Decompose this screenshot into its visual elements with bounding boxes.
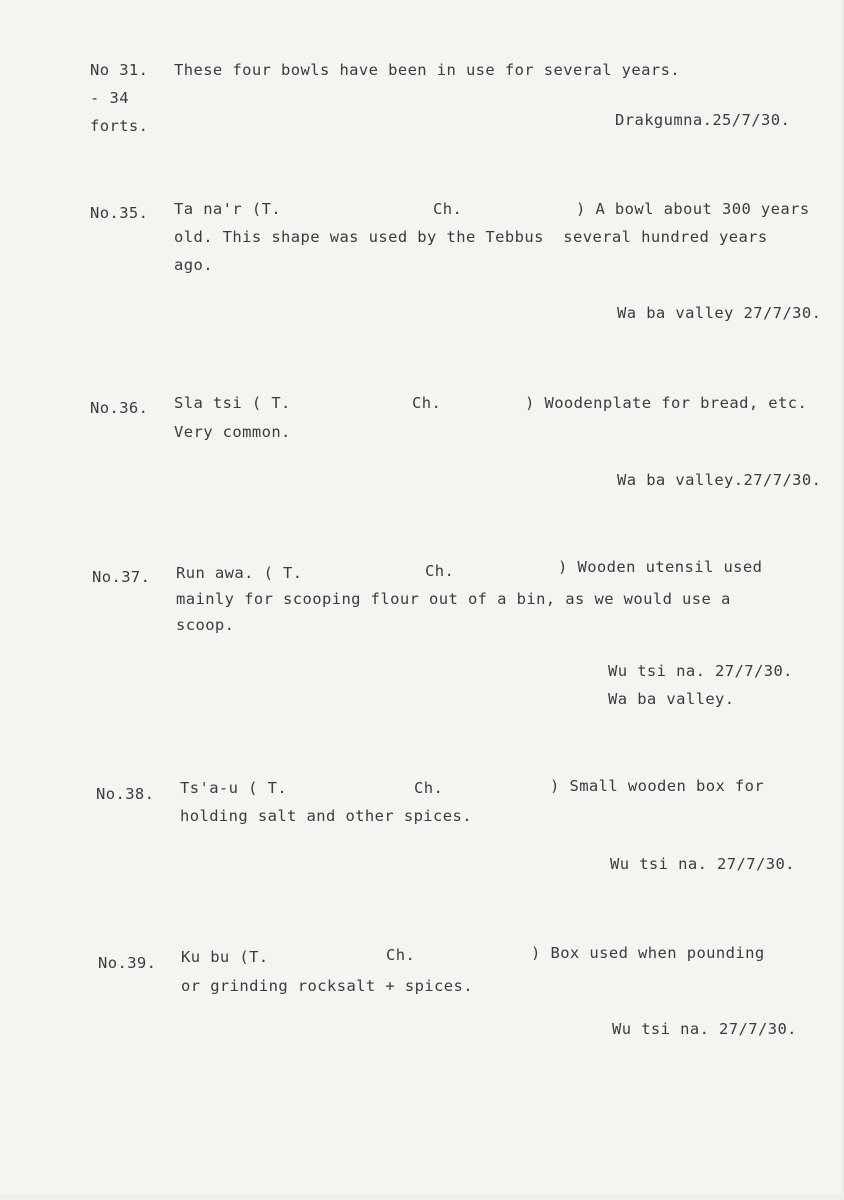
- entry-name: Ta na'r (T.: [174, 200, 282, 218]
- entry-description: ) Small wooden box for: [550, 777, 765, 795]
- entry-name: Sla tsi ( T.: [174, 394, 291, 412]
- entry-number: No 31.: [90, 61, 149, 79]
- entry-place-date: Wa ba valley 27/7/30.: [617, 304, 822, 322]
- entry-description: ) Box used when pounding: [531, 944, 765, 962]
- entry-ch-label: Ch.: [414, 779, 444, 797]
- entry-place-date: Wu tsi na. 27/7/30.: [610, 855, 795, 873]
- entry-place-date: Drakgumna.25/7/30.: [615, 111, 791, 129]
- entry-ch-label: Ch.: [425, 562, 455, 580]
- entry-name: Ku bu (T.: [181, 948, 269, 966]
- entry-place-date-line: Wa ba valley.: [608, 690, 735, 708]
- entry-number: No.39.: [98, 954, 157, 972]
- entry-name: Ts'a-u ( T.: [180, 779, 288, 797]
- entry-description-line: mainly for scooping flour out of a bin, as we would use a: [176, 590, 731, 608]
- entry-item-type: forts.: [90, 117, 149, 135]
- entry-number: No.35.: [90, 204, 149, 222]
- entry-description-line: holding salt and other spices.: [180, 807, 472, 825]
- entry-text: These four bowls have been in use for several years.: [174, 61, 681, 79]
- entry-place-date: Wu tsi na. 27/7/30.: [612, 1020, 797, 1038]
- entry-number: No.38.: [96, 785, 155, 803]
- entry-description: ) A bowl about 300 years: [576, 200, 810, 218]
- entry-ch-label: Ch.: [412, 394, 442, 412]
- entry-number: No.37.: [92, 568, 151, 586]
- entry-description-line: old. This shape was used by the Tebbus several hundred years: [174, 228, 768, 246]
- entry-number-range: - 34: [90, 89, 129, 107]
- page-bottom-edge: [0, 1194, 844, 1200]
- entry-ch-label: Ch.: [386, 946, 416, 964]
- entry-description-line: scoop.: [176, 616, 235, 634]
- entry-ch-label: Ch.: [433, 200, 463, 218]
- entry-description: ) Wooden utensil used: [558, 558, 763, 576]
- entry-description-line: or grinding rocksalt + spices.: [181, 977, 473, 995]
- entry-number: No.36.: [90, 399, 149, 417]
- entry-name: Run awa. ( T.: [176, 564, 303, 582]
- entry-place-date: Wa ba valley.27/7/30.: [617, 471, 822, 489]
- entry-description: ) Woodenplate for bread, etc.: [525, 394, 808, 412]
- entry-description-line: ago.: [174, 256, 213, 274]
- entry-place-date: Wu tsi na. 27/7/30.: [608, 662, 793, 680]
- entry-description-line: Very common.: [174, 423, 291, 441]
